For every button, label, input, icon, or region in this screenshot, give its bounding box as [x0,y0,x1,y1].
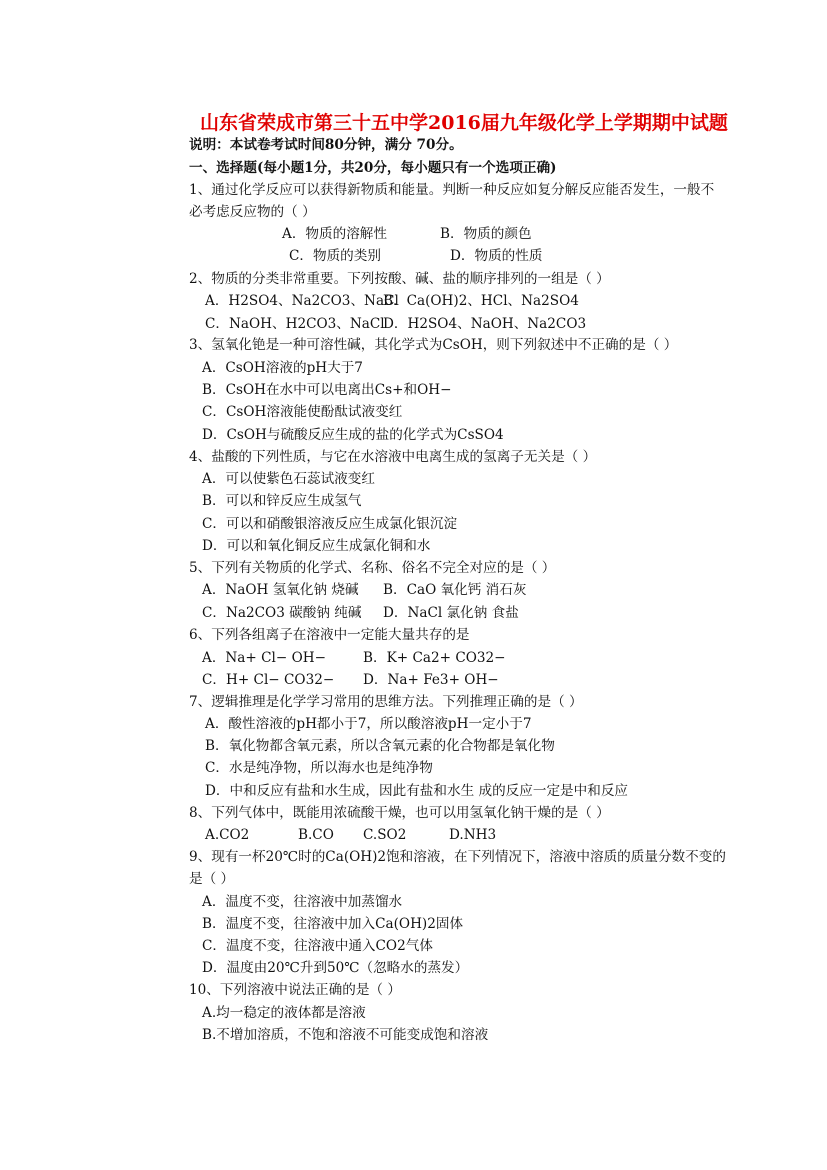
question-10-option-a: A.均一稳定的液体都是溶液 [202,1005,366,1021]
question-7-option-a: A．酸性溶液的pH都小于7，所以酸溶液pH一定小于7 [205,716,532,732]
question-1-option-b: B．物质的颜色 [440,226,532,242]
question-8-option-d: D.NH3 [449,827,497,843]
question-7-option-c: C．水是纯净物，所以海水也是纯净物 [205,760,433,776]
question-5-option-b: B．CaO 氧化钙 消石灰 [383,582,527,598]
question-2-stem: 2、物质的分类非常重要。下列按酸、碱、盐的顺序排列的一组是（ ） [189,271,610,287]
question-9-option-d: D．温度由20℃升到50℃（忽略水的蒸发） [202,960,469,976]
question-6-option-a: A．Na+ Cl− OH− [202,650,326,666]
question-9-option-c: C．温度不变，往溶液中通入CO2气体 [202,938,433,954]
question-1-stem: 1、通过化学反应可以获得新物质和能量。判断一种反应如复分解反应能否发生，一般不 [189,182,715,198]
question-5-option-c: C．Na2CO3 碳酸钠 纯碱 [202,605,362,621]
question-2-option-a: A．H2SO4、Na2CO3、NaCl [205,293,399,309]
question-4-option-d: D．可以和氧化铜反应生成氯化铜和水 [202,538,431,554]
question-4-option-b: B．可以和锌反应生成氢气 [202,493,362,509]
question-3-option-d: D．CsOH与硫酸反应生成的盐的化学式为CsSO4 [202,427,504,443]
question-3-option-b: B．CsOH在水中可以电离出Cs+和OH− [202,382,452,398]
question-1-option-c: C．物质的类别 [289,248,381,264]
question-7-option-b: B．氧化物都含氧元素，所以含氧元素的化合物都是氧化物 [205,738,555,754]
question-6-option-b: B．K+ Ca2+ CO32− [363,650,506,666]
question-7-option-d: D．中和反应有盐和水生成，因此有盐和水生 成的反应一定是中和反应 [205,783,629,799]
question-2-option-d: D．H2SO4、NaOH、Na2CO3 [383,316,587,332]
question-4-stem: 4、盐酸的下列性质，与它在水溶液中电离生成的氢离子无关是（ ） [189,449,597,465]
question-3-stem: 3、氢氧化铯是一种可溶性碱，其化学式为CsOH，则下列叙述中不正确的是（ ） [189,337,678,353]
question-5-stem: 5、下列有关物质的化学式、名称、俗名不完全对应的是（ ） [189,560,556,576]
question-4-option-c: C．可以和硝酸银溶液反应生成氯化银沉淀 [202,516,458,532]
question-3-option-a: A．CsOH溶液的pH大于7 [202,360,363,376]
question-8-stem: 8、下列气体中，既能用浓硫酸干燥，也可以用氢氧化钠干燥的是（ ） [189,805,610,821]
question-10-stem: 10、下列溶液中说法正确的是（ ） [189,982,401,998]
question-5-option-a: A．NaOH 氢氧化钠 烧碱 [202,582,359,598]
question-3-option-c: C．CsOH溶液能使酚酞试液变红 [202,404,403,420]
question-9-option-b: B．温度不变，往溶液中加入Ca(OH)2固体 [202,916,464,932]
question-10-option-b: B.不增加溶质，不饱和溶液不可能变成饱和溶液 [202,1027,489,1043]
section-heading: 一、选择题(每小题1分，共20分，每小题只有一个选项正确) [189,160,557,176]
question-8-option-a: A.CO2 [205,827,250,843]
question-1-option-d: D．物质的性质 [450,248,543,264]
question-2-option-c: C．NaOH、H2CO3、NaCl [205,316,385,332]
question-4-option-a: A．可以使紫色石蕊试液变红 [202,471,375,487]
question-6-option-c: C．H+ Cl− CO32− [202,672,335,688]
question-6-stem: 6、下列各组离子在溶液中一定能大量共存的是 [189,627,470,643]
question-7-stem: 7、逻辑推理是化学学习常用的思维方法。下列推理正确的是（ ） [189,694,583,710]
question-8-option-b: B.CO [298,827,334,843]
question-8-option-c: C.SO2 [363,827,407,843]
question-2-option-b: B．Ca(OH)2、HCl、Na2SO4 [383,293,579,309]
question-9-stem: 9、现有一杯20℃时的Ca(OH)2饱和溶液，在下列情况下，溶液中溶质的质量分数不变的 [189,849,726,865]
question-9-stem-cont: 是（ ） [189,871,235,887]
question-5-option-d: D．NaCl 氯化钠 食盐 [383,605,519,621]
exam-note: 说明：本试卷考试时间80分钟，满分 70分。 [189,137,463,153]
question-1-option-a: A．物质的溶解性 [282,226,387,242]
exam-title: 山东省荣成市第三十五中学2016届九年级化学上学期期中试题 [200,112,728,134]
question-1-stem-cont: 必考虑反应物的（ ） [189,204,316,220]
question-6-option-d: D．Na+ Fe3+ OH− [363,672,499,688]
question-9-option-a: A．温度不变，往溶液中加蒸馏水 [202,894,403,910]
